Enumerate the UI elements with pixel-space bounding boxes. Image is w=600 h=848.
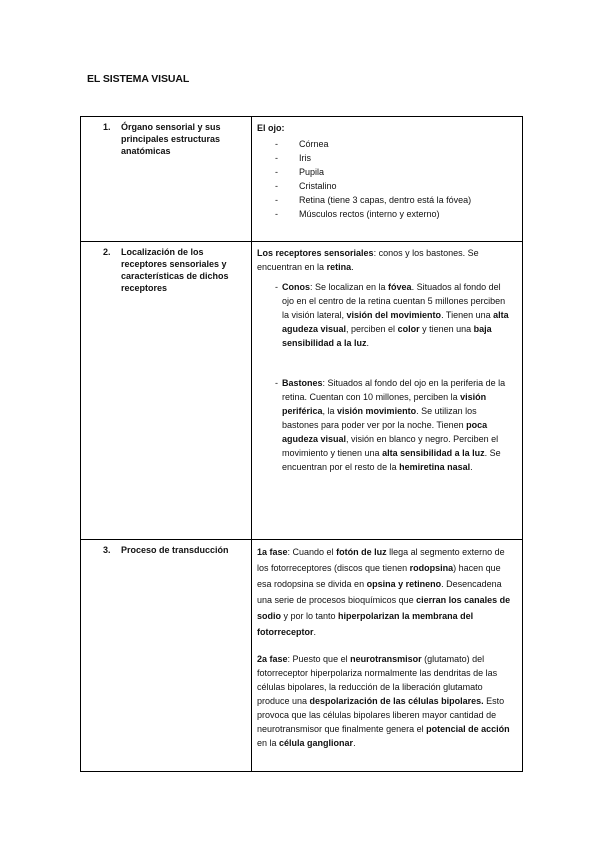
row-number: 3. — [103, 545, 111, 555]
row-label-cell — [81, 540, 252, 772]
ojo-structures-list — [257, 137, 516, 221]
table-row-transduccion — [81, 540, 523, 772]
content-table — [80, 116, 523, 772]
ojo-heading: El ojo: — [257, 123, 285, 133]
row-number: 1. — [103, 122, 111, 132]
list-item: - Córnea — [275, 137, 516, 151]
table-row-receptores — [81, 242, 523, 540]
list-item: - Retina (tiene 3 capas, dentro está la fóvea) — [275, 193, 516, 207]
conos-item: - Conos: Se localizan en la fóvea. Situados al fondo del ojo en el centro de la retina cuentan 5 millones perciben la visión lateral, visión del movimiento. Tienen una alta agudeza visual, perciben el color y tienen una baja sensibilidad a la luz. — [275, 282, 509, 348]
bastones-item: - Bastones: Situados al fondo del ojo en la periferia de la retina. Cuentan con 10 millones, perciben la visión periférica, la visión movimiento. Se utilizan los bastones para poder ver por la noche. Tienen poca agudeza visual, visión en blanco y negro. Perciben el movimiento y tienen una alta sensibilidad a la luz. Se encuentran por el resto de la hemiretina nasal. — [275, 378, 506, 472]
row-label: Localización de los receptores sensoriales y características de dichos receptores — [121, 247, 229, 293]
row-content-cell — [252, 242, 523, 540]
row-number: 2. — [103, 247, 111, 257]
row-label: Órgano sensorial y sus principales estructuras anatómicas — [121, 122, 221, 156]
document-title: EL SISTEMA VISUAL — [87, 73, 190, 85]
list-item: - Pupila — [275, 165, 516, 179]
row-label-cell — [81, 242, 252, 540]
list-item: - Iris — [275, 151, 516, 165]
list-item: - Cristalino — [275, 179, 516, 193]
row-content-cell — [252, 540, 523, 772]
fase-1-text: 1a fase: Cuando el fotón de luz llega al segmento externo de los fotorreceptores (discos que tienen rodopsina) hacen que esa rodopsina se divida en opsina y retineno. Desencadena una serie de procesos bioquímicos que cierran los canales de sodio y por lo tanto hiperpolarizan la membrana del fotorreceptor. — [257, 547, 511, 637]
table-row-organo — [81, 117, 523, 242]
row-label-cell — [81, 117, 252, 242]
list-item: - Músculos rectos (interno y externo) — [275, 207, 516, 221]
row-content-cell — [252, 117, 523, 242]
receptores-intro: Los receptores sensoriales: conos y los bastones. Se encuentran en la retina. — [257, 248, 479, 272]
row-label: Proceso de transducción — [121, 545, 229, 555]
fase-2-text: 2a fase: Puesto que el neurotransmisor (glutamato) del fotorreceptor hiperpolariza normalmente las dendritas de las células bipolares, la reducción de la liberación glutamato produce una despolarización de las células bipolares. Esto provoca que las células bipolares liberen mayor cantidad de neurotransmisor que finalmente genera el potencial de acción en la célula ganglionar. — [257, 654, 510, 748]
